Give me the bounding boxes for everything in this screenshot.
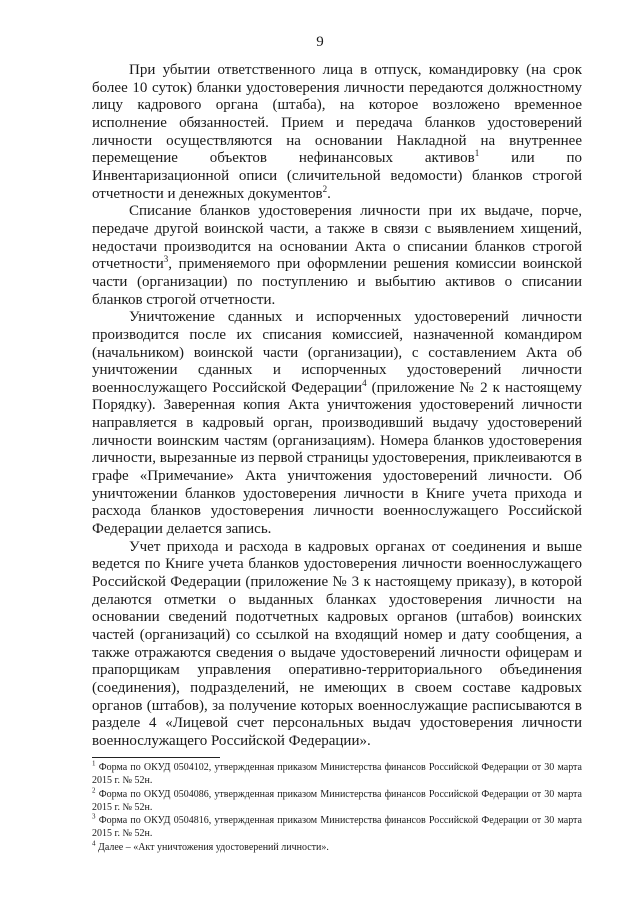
paragraph-4: [92, 539, 582, 751]
paragraph-text: При убытии ответственного лица в отпуск, командировку (на срок более 10 суток) бланки удостоверения личности передаются должностному лицу кадрового органа (штаба), на которое возложено временное исполнение обязанностей. Прием и передача бланков удостоверений личности осуществляются на основании Накладной на внутреннее перемещение объектов нефинансовых активов: [92, 62, 582, 167]
paragraph-2: [92, 203, 582, 309]
footnote-ref-3: 3: [163, 254, 169, 265]
footnote-text: Далее – «Акт уничтожения удостоверений личности».: [95, 841, 329, 853]
footnote-1: [92, 761, 582, 788]
page-number: 9: [316, 34, 324, 50]
footnote-ref-4: 4: [362, 377, 367, 388]
footnotes: [92, 761, 582, 854]
paragraph-text: Уничтожение сданных и испорченных удостоверений личности производится после их списания комиссией, назначенной командиром (начальником) воинской части (организации), с составлением Акта об уничтожении сданных и испорченных удостоверений личности военнослужащего Российской Федерации: [92, 309, 582, 396]
footnote-mark: 3: [92, 812, 96, 821]
paragraph-3: [92, 309, 582, 539]
paragraph-text: или по Инвентаризационной описи (сличительной ведомости) бланков строгой отчетности и денежных документов: [92, 150, 582, 202]
footnote-ref-2: 2: [322, 183, 328, 194]
footnote-separator: [92, 757, 220, 758]
footnote-3: [92, 814, 582, 841]
paragraph-1: [92, 62, 582, 203]
body-text: [92, 62, 582, 751]
footnote-text: Форма по ОКУД 0504102, утвержденная приказом Министерства финансов Российской Федерации от 30 марта 2015 г. № 52н.: [92, 762, 582, 787]
footnote-4: [92, 841, 582, 854]
paragraph-text: (приложение № 2 к настоящему Порядку). Заверенная копия Акта уничтожения удостоверений личности направляется в кадровый орган, производивший выдачу удостоверений личности воинским частям (организациям). Номера бланков удостоверения личности, вырезанные из первой страницы удостоверения, приклеиваются в графе «Примечание» Акта уничтожения удостоверений личности. Об уничтожении бланков удостоверения личности в Книге учета прихода и расхода бланков удостоверения личности военнослужащего Российской Федерации делается запись.: [92, 379, 583, 538]
paragraph-text: , применяемого при оформлении решения комиссии воинской части (организации) по поступлению и выбытию активов о списании бланков строгой отчетности.: [92, 256, 582, 308]
footnote-text: Форма по ОКУД 0504816, утвержденная приказом Министерства финансов Российской Федерации от 30 марта 2015 г. № 52н.: [92, 815, 582, 840]
paragraph-text: Учет прихода и расхода в кадровых органах от соединения и выше ведется по Книге учета бланков удостоверения личности военнослужащего Российской Федерации (приложение № 3 к настоящему приказу), в которой делаются отметки о выданных бланках удостоверения личности на основании сведений подотчетных кадровых органов (штабов) воинских частей (организаций) со ссылкой на входящий номер и дату сообщения, а также отражаются сведения о выдаче удостоверений личности офицерам и прапорщикам управления оперативно-территориального объединения (соединения), подразделений, не имеющих в своем составе кадровых органов (штабов), за получение которых военнослужащие расписываются в разделе 4 «Лицевой счет персональных выдач удостоверения личности военнослужащего Российской Федерации».: [92, 538, 582, 749]
footnote-text: Форма по ОКУД 0504086, утвержденная приказом Министерства финансов Российской Федерации от 30 марта 2015 г. № 52н.: [92, 788, 582, 813]
paragraph-text: .: [327, 185, 331, 202]
footnote-mark: 2: [92, 786, 96, 795]
footnote-mark: 1: [92, 759, 96, 768]
paragraph-text: Списание бланков удостоверения личности при их выдаче, порче, передаче другой воинской части, а также в связи с выявлением хищений, недостачи производится на основании Акта о списании бланков строгой отчетности: [92, 203, 582, 273]
footnote-mark: 4: [92, 839, 96, 848]
footnote-2: [92, 788, 582, 815]
footnote-ref-1: 1: [474, 148, 480, 159]
